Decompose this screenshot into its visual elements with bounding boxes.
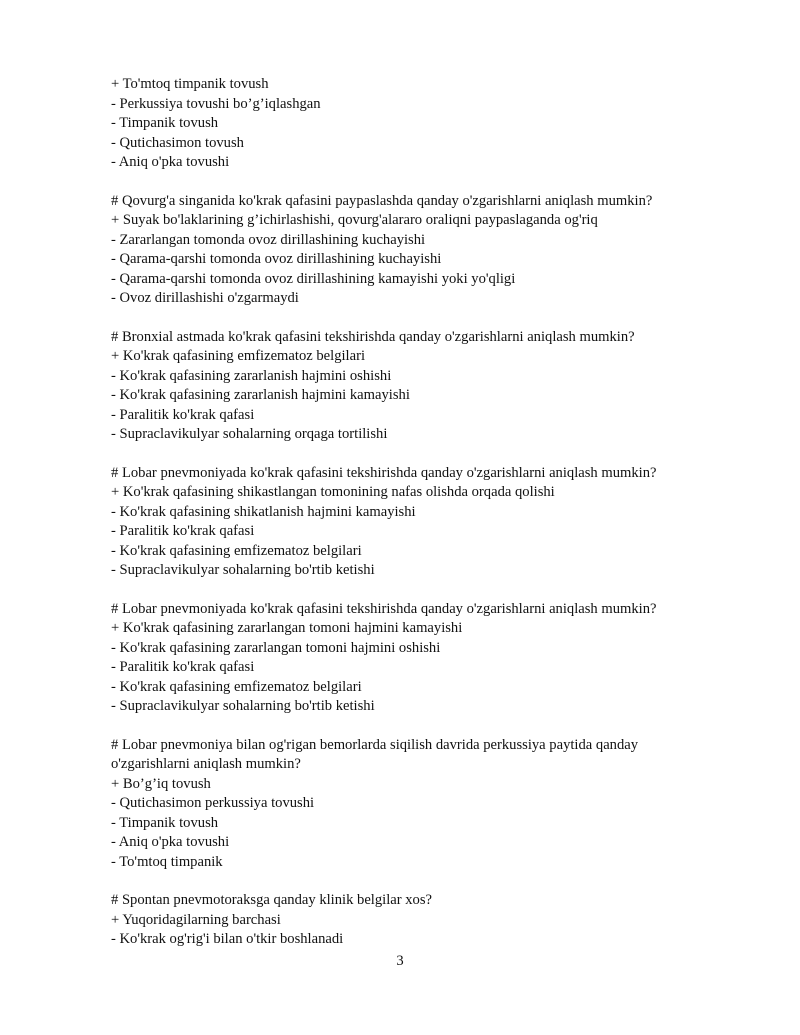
question-block-1: [111, 75, 711, 173]
question-text: # Lobar pnevmoniyada ko'krak qafasini tekshirishda qanday o'zgarishlarni aniqlash mumkin?: [111, 464, 657, 481]
question-block-3: [111, 328, 711, 445]
answer-option: + Ko'krak qafasining zararlangan tomoni hajmini kamayishi: [111, 620, 463, 636]
answer-option: - Timpanik tovush: [111, 814, 219, 831]
question-block-6: [111, 736, 711, 873]
question-text: # Spontan pnevmotoraksga qanday klinik belgilar xos?: [111, 892, 432, 908]
answer-option: - Timpanik tovush: [111, 115, 219, 131]
answer-option: + To'mtoq timpanik tovush: [111, 76, 269, 92]
answer-option: + Bo’g’iq tovush: [111, 775, 211, 792]
question-block-5: [111, 600, 711, 717]
answer-option: + Ko'krak qafasining emfizematoz belgilari: [111, 348, 365, 364]
answer-option: - Supraclavikulyar sohalarning bo'rtib ketishi: [111, 562, 375, 578]
question-block-4: [111, 464, 711, 581]
answer-option: - Zararlangan tomonda ovoz dirillashining kuchayishi: [111, 231, 426, 248]
page-content: [111, 75, 711, 969]
answer-option: - Ko'krak qafasining shikatlanish hajmini kamayishi: [111, 503, 416, 520]
answer-option: - Ko'krak qafasining zararlanish hajmini oshishi: [111, 367, 392, 384]
answer-option: + Ko'krak qafasining shikastlangan tomonining nafas olishda orqada qolishi: [111, 484, 555, 500]
question-block-2: [111, 192, 711, 309]
answer-option: + Yuqoridagilarning barchasi: [111, 911, 281, 928]
question-text: # Qovurg'a singanida ko'krak qafasini paypaslashda qanday o'zgarishlarni aniqlash mumkin?: [111, 192, 653, 209]
answer-option: - Ko'krak og'rig'i bilan o'tkir boshlanadi: [111, 931, 344, 947]
answer-option: - Ko'krak qafasining zararlanish hajmini kamayishi: [111, 387, 410, 403]
answer-option: - Qarama-qarshi tomonda ovoz dirillashining kamayishi yoki yo'qligi: [111, 270, 516, 287]
question-block-7: [111, 891, 711, 950]
answer-option: - Supraclavikulyar sohalarning bo'rtib ketishi: [111, 698, 375, 714]
answer-option: - Ko'krak qafasining emfizematoz belgilari: [111, 678, 362, 695]
answer-option: + Suyak bo'laklarining g’ichirlashishi, qovurg'alararo oraliqni paypaslaganda og'riq: [111, 212, 598, 228]
answer-option: - Aniq o'pka tovushi: [111, 154, 230, 170]
question-text: # Lobar pnevmoniya bilan og'rigan bemorlarda siqilish davrida perkussiya paytida qanday o'zgarishlarni aniqlash mumkin?: [111, 736, 639, 772]
answer-option: - Ko'krak qafasining emfizematoz belgilari: [111, 542, 362, 559]
answer-option: - Qutichasimon perkussiya tovushi: [111, 795, 315, 811]
question-text: # Lobar pnevmoniyada ko'krak qafasini tekshirishda qanday o'zgarishlarni aniqlash mumkin?: [111, 600, 657, 617]
answer-option: - Ko'krak qafasining zararlangan tomoni hajmini oshishi: [111, 639, 441, 656]
answer-option: - Paralitik ko'krak qafasi: [111, 523, 255, 539]
answer-option: - Qarama-qarshi tomonda ovoz dirillashining kuchayishi: [111, 251, 442, 267]
page-number: 3: [396, 953, 404, 969]
answer-option: - To'mtoq timpanik: [111, 853, 223, 870]
answer-option: - Paralitik ko'krak qafasi: [111, 406, 255, 423]
answer-option: - Ovoz dirillashishi o'zgarmaydi: [111, 290, 299, 306]
answer-option: - Aniq o'pka tovushi: [111, 834, 230, 850]
answer-option: - Supraclavikulyar sohalarning orqaga tortilishi: [111, 426, 388, 442]
answer-option: - Perkussiya tovushi bo’g’iqlashgan: [111, 95, 321, 112]
answer-option: - Qutichasimon tovush: [111, 134, 244, 151]
answer-option: - Paralitik ko'krak qafasi: [111, 659, 255, 675]
question-text: # Bronxial astmada ko'krak qafasini tekshirishda qanday o'zgarishlarni aniqlash mumkin?: [111, 328, 635, 345]
